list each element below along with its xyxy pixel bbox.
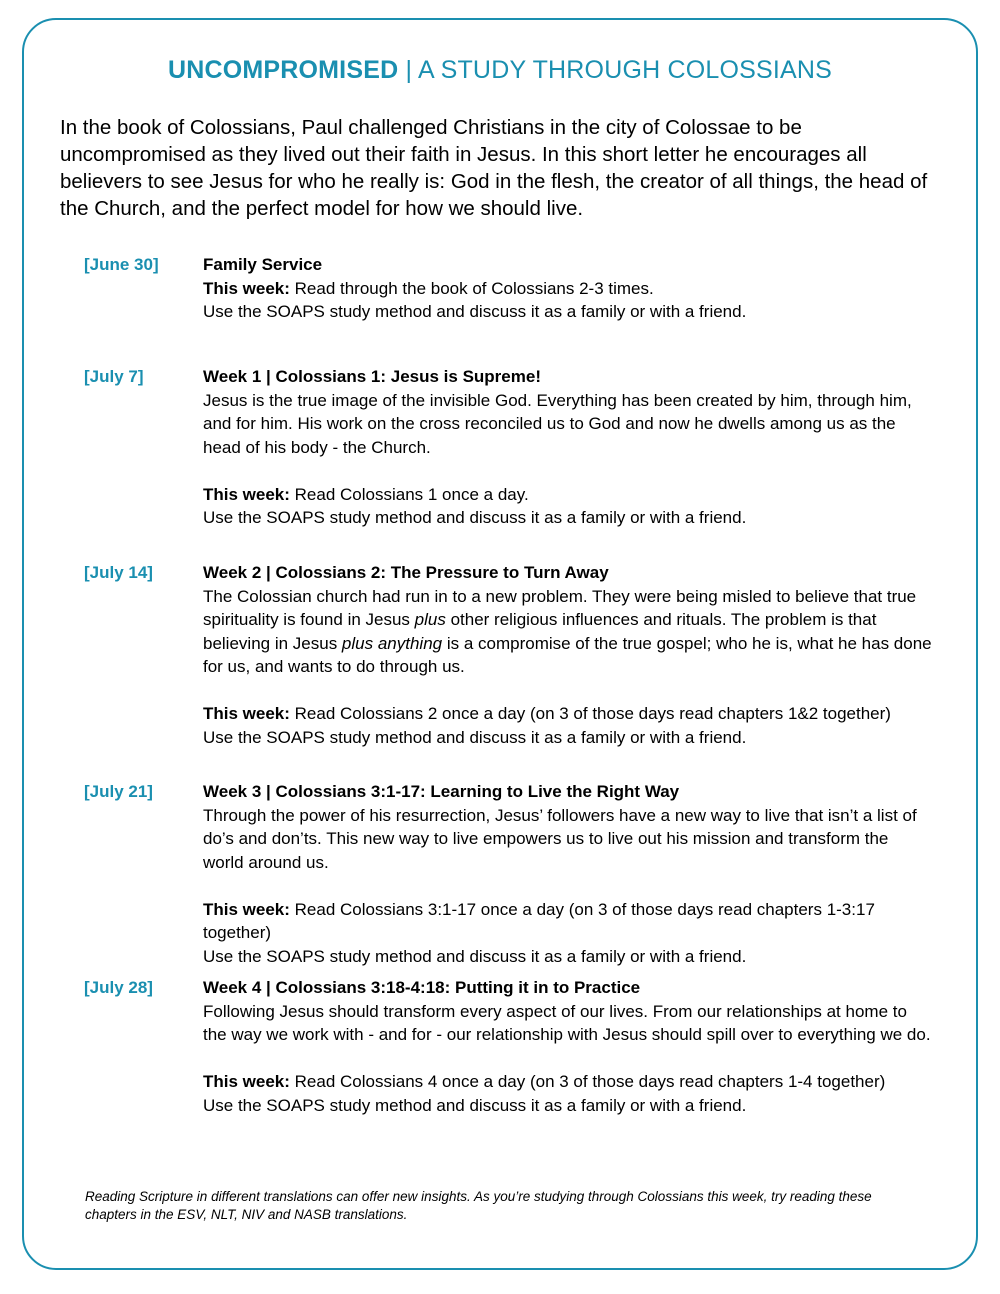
entry-this-week: [203, 1070, 933, 1094]
entry-date: [June 30]: [84, 255, 159, 274]
page-title: [0, 56, 1000, 85]
this-week-label: This week:: [203, 1072, 290, 1091]
entry-this-week: [203, 898, 933, 945]
desc-text: is a compromise of the true gospel; who he is, what he has done for us, and wants to do through us.: [203, 633, 932, 676]
entry-description: Through the power of his resurrection, Jesus’ followers have a new way to live that isn’t a list of do’s and don’ts. This new way to live empowers us to live out his mission and transform the world around us.: [203, 805, 917, 872]
this-week-text: Read Colossians 4 once a day (on 3 of those days read chapters 1-4 together): [289, 1072, 886, 1091]
desc-text: The Colossian church had run in to a new problem. They were being misled to believe that true spirituality is found in Jesus: [203, 586, 917, 629]
entry-method: Use the SOAPS study method and discuss it as a family or with a friend.: [203, 302, 747, 321]
entry-date: [July 7]: [84, 367, 144, 386]
desc-text: other religious influences and rituals. The problem is that believing in Jesus: [203, 610, 877, 653]
this-week-text: Read through the book of Colossians 2-3 times.: [289, 278, 654, 298]
entry-description: Jesus is the true image of the invisible God. Everything has been created by him, through him, and for him. His work on the cross reconciled us to God and now he dwells among us as the head of his body - the Church.: [203, 390, 912, 457]
entry-method: Use the SOAPS study method and discuss it as a family or with a friend.: [203, 946, 747, 966]
desc-emphasis: plus: [414, 610, 446, 629]
entry-title: Week 4 | Colossians 3:18-4:18: Putting it in to Practice: [203, 978, 641, 997]
entry-description: [203, 585, 933, 679]
entry-title: Week 3 | Colossians 3:1-17: Learning to Live the Right Way: [203, 782, 680, 801]
this-week-label: This week:: [203, 484, 290, 504]
entry-this-week: [203, 277, 933, 301]
this-week-text: Read Colossians 2 once a day (on 3 of those days read chapters 1&2 together): [289, 704, 891, 723]
entry-method: Use the SOAPS study method and discuss it as a family or with a friend.: [203, 508, 747, 527]
entry-method: Use the SOAPS study method and discuss it as a family or with a friend.: [203, 1095, 747, 1115]
entry-content: [203, 253, 933, 324]
this-week-label: This week:: [203, 278, 290, 298]
entry-description: Following Jesus should transform every aspect of our lives. From our relationships at home to the way we work with - and for - our relationship with Jesus should spill over to everything we do.: [203, 1001, 931, 1044]
entry-title: Family Service: [203, 255, 323, 274]
entry-this-week: [203, 702, 933, 726]
entry-content: [203, 780, 933, 968]
this-week-text: Read Colossians 3:1-17 once a day (on 3 of those days read chapters 1-3:17 together): [203, 899, 875, 942]
entry-content: [203, 365, 933, 530]
entry-date: [July 21]: [84, 782, 153, 801]
title-bold: UNCOMPROMISED: [167, 56, 399, 84]
intro-paragraph: In the book of Colossians, Paul challenged Christians in the city of Colossae to be uncompromised as they lived out their faith in Jesus. In this short letter he encourages all believers to see Jesus for who he really is: God in the flesh, the creator of all things, the head of the Church, and the perfect model for how we should live.: [60, 116, 928, 220]
this-week-text: Read Colossians 1 once a day.: [289, 484, 529, 504]
desc-emphasis: plus anything: [341, 633, 443, 653]
this-week-label: This week:: [203, 704, 290, 723]
entry-date: [July 14]: [84, 563, 153, 582]
entry-method: Use the SOAPS study method and discuss it as a family or with a friend.: [203, 727, 747, 747]
this-week-label: This week:: [203, 899, 290, 919]
entry-title: Week 2 | Colossians 2: The Pressure to Turn Away: [203, 563, 609, 582]
footnote: Reading Scripture in different translations can offer new insights. As you’re studying through Colossians this week, try reading these chapters in the ESV, NLT, NIV and NASB translations.: [85, 1189, 872, 1222]
title-rest: | A STUDY THROUGH COLOSSIANS: [398, 56, 833, 84]
entry-date: [July 28]: [84, 978, 153, 997]
entry-title: Week 1 | Colossians 1: Jesus is Supreme!: [203, 367, 541, 386]
entry-content: [203, 976, 933, 1117]
entry-this-week: [203, 483, 933, 507]
entry-content: [203, 561, 933, 749]
